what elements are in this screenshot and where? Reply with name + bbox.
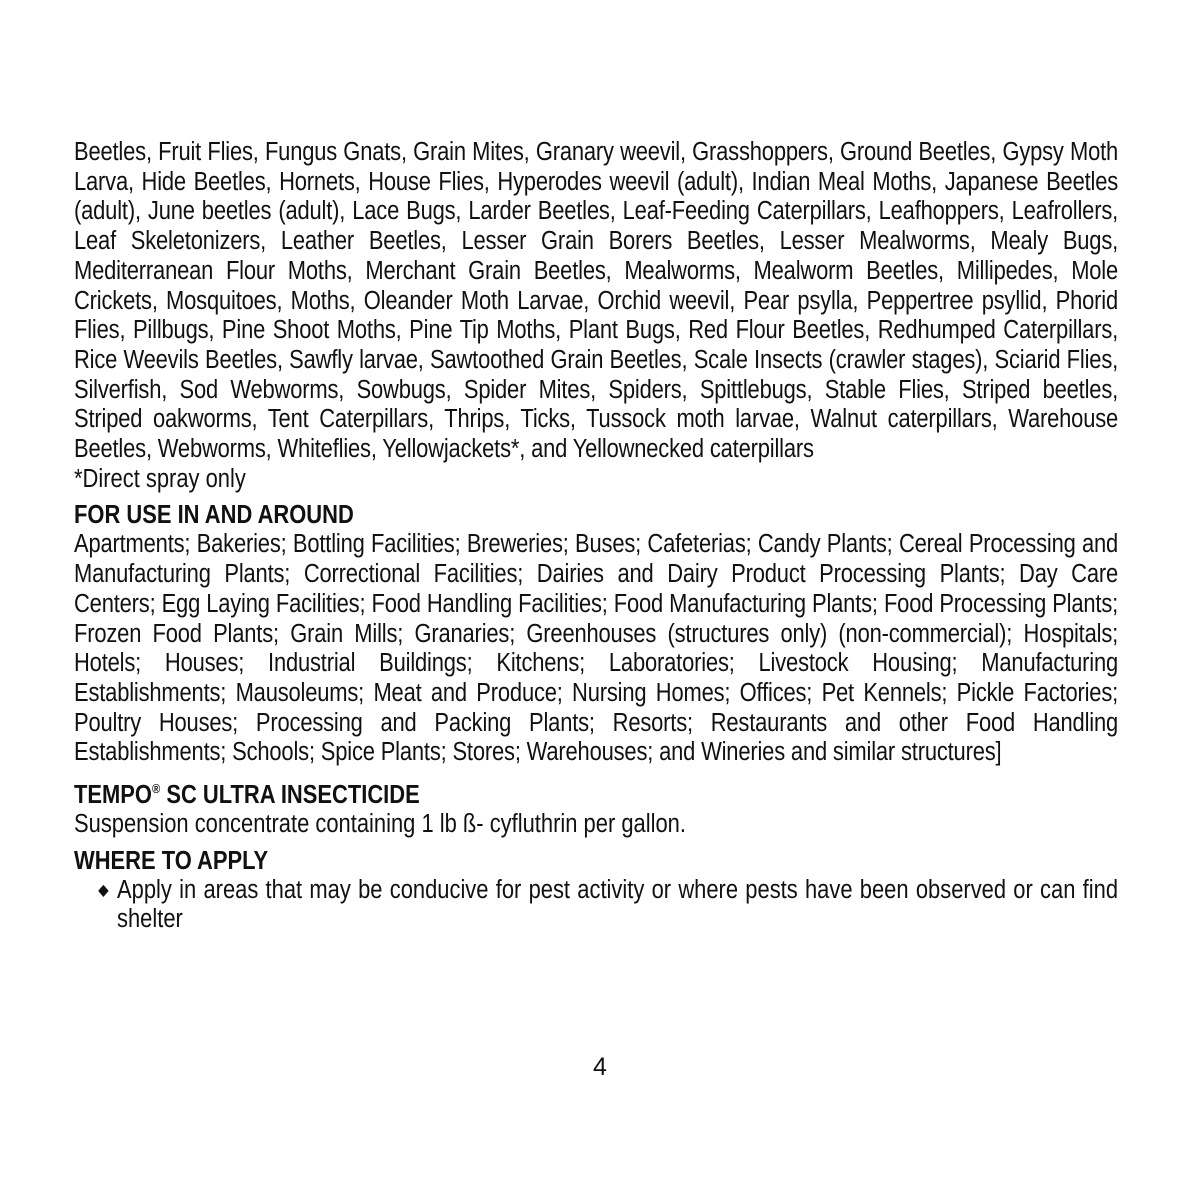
page-number: 4 (593, 1053, 607, 1081)
for-use-paragraph: Apartments; Bakeries; Bottling Facilities; Breweries; Buses; Cafeterias; Candy Plants; Cereal Processing and Manufacturing Plants; Correctional Facilities; Dairies and Dairy Product Processing Plants; Day Care Centers; Egg Laying Facilities; Food Handling Facilities; Food Manufacturing Plants; Food Processing Plants; Frozen Food Plants; Grain Mills; Granaries; Greenhouses (structures only) (non-commercial); Hospitals; Hotels; Houses; Industrial Buildings; Kitchens; Laboratories; Livestock Housing; Manufacturing Establishments; Mausoleums; Meat and Produce; Nursing Homes; Offices; Pet Kennels; Pickle Factories; Poultry Houses; Processing and Packing Plants; Resorts; Restaurants and other Food Handling Establishments; Schools; Spice Plants; Stores; Warehouses; and Wineries and similar structures] (74, 530, 1119, 767)
for-use-heading: FOR USE IN AND AROUND (74, 501, 354, 530)
list-item (98, 876, 1118, 935)
bullet-icon: ◆ (98, 881, 109, 899)
where-to-apply-list (74, 876, 1118, 935)
pests-block (74, 138, 1118, 935)
direct-spray-footnote: *Direct spray only (74, 464, 246, 493)
product-heading (74, 774, 1118, 810)
product-description: Suspension concentrate containing 1 lb ß- cyfluthrin per gallon. (74, 810, 686, 839)
pests-list-paragraph: Beetles, Fruit Flies, Fungus Gnats, Grain Mites, Granary weevil, Grasshoppers, Ground Beetles, Gypsy Moth Larva, Hide Beetles, Hornets, House Flies, Hyperodes weevil (adult), Indian Meal Moths, Japanese Beetles (adult), June beetles (adult), Lace Bugs, Larder Beetles, Leaf-Feeding Caterpillars, Leafhoppers, Leafrollers, Leaf Skeletonizers, Leather Beetles, Lesser Grain Borers Beetles, Lesser Mealworms, Mealy Bugs, Mediterranean Flour Moths, Merchant Grain Beetles, Mealworms, Mealworm Beetles, Millipedes, Mole Crickets, Mosquitoes, Moths, Oleander Moth Larvae, Orchid weevil, Pear psylla, Peppertree psyllid, Phorid Flies, Pillbugs, Pine Shoot Moths, Pine Tip Moths, Plant Bugs, Red Flour Beetles, Redhumped Caterpillars, Rice Weevils Beetles, Sawfly larvae, Sawtoothed Grain Beetles, Scale Insects (crawler stages), Sciarid Flies, Silverfish, Sod Webworms, Sowbugs, Spider Mites, Spiders, Spittlebugs, Stable Flies, Striped beetles, Striped oakworms, Tent Caterpillars, Thrips, Ticks, Tussock moth larvae, Walnut caterpillars, Warehouse Beetles, Webworms, Whiteflies, Yellowjackets*, and Yellownecked caterpillars (74, 138, 1119, 464)
where-to-apply-heading: WHERE TO APPLY (74, 846, 269, 875)
document-page (74, 138, 1118, 935)
bullet-text: Apply in areas that may be conducive for pest activity or where pests have been observed or can find shelter (117, 875, 1119, 934)
registered-mark: ® (151, 781, 161, 797)
product-heading-name: TEMPO (74, 781, 152, 810)
product-heading-rest: SC ULTRA INSECTICIDE (160, 781, 420, 810)
